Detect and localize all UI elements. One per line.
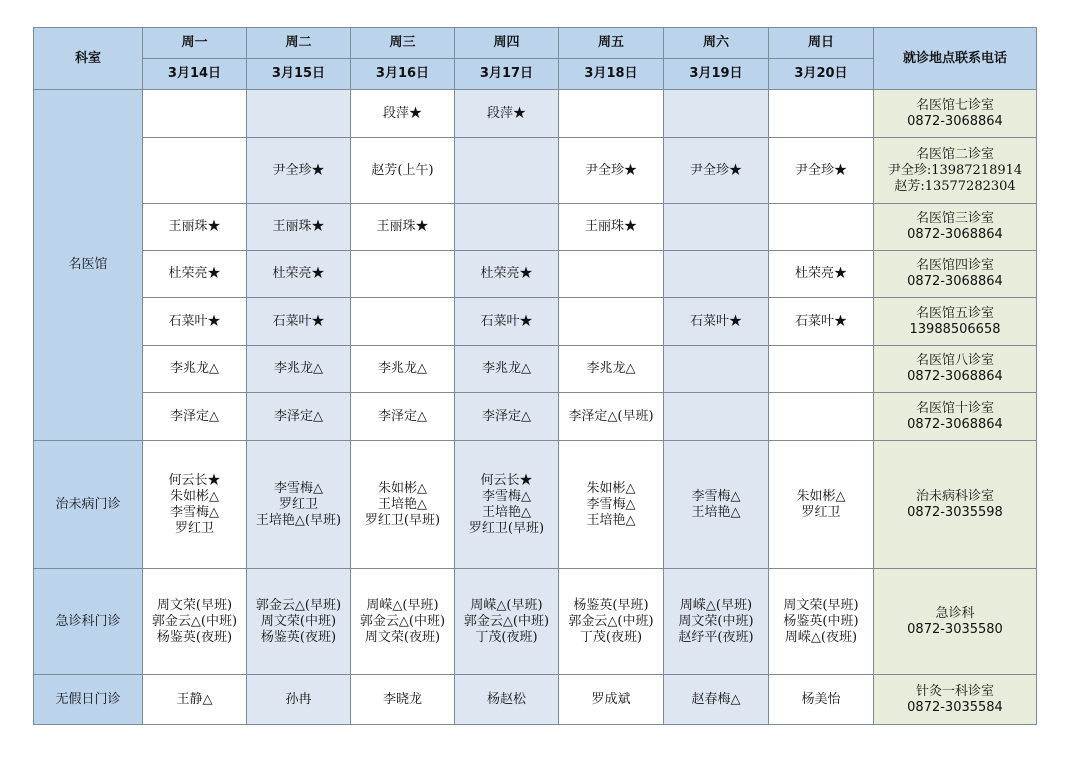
schedule-table xyxy=(33,27,1037,725)
dept-cell: 急诊科门诊 xyxy=(34,569,143,675)
doctor-cell xyxy=(247,675,351,725)
doctor-name: 罗红卫(早班) xyxy=(468,520,545,536)
doctor-cell xyxy=(351,441,455,569)
schedule-row xyxy=(34,251,1037,298)
location-cell xyxy=(874,569,1037,675)
phone-number: 0872-3068864 xyxy=(907,274,1003,289)
doctor-name: 李雪梅△ xyxy=(274,480,323,496)
schedule-row xyxy=(34,90,1037,138)
schedule-row xyxy=(34,675,1037,725)
doctor-cell xyxy=(455,298,559,346)
doctor-name: 杨赵松 xyxy=(486,691,526,707)
doctor-cell xyxy=(143,675,247,725)
dept-cell: 治未病门诊 xyxy=(34,441,143,569)
weekday-header: 周六 xyxy=(664,28,769,59)
doctor-name: 丁茂(夜班) xyxy=(475,629,538,645)
doctor-name: 王培艳△ xyxy=(586,512,636,528)
schedule-body xyxy=(34,90,1037,725)
doctor-name: 郭金云△(中班) xyxy=(151,613,238,629)
doctor-cell xyxy=(143,90,247,138)
doctor-cell xyxy=(247,204,351,251)
doctor-cell xyxy=(247,138,351,204)
doctor-cell xyxy=(455,675,559,725)
doctor-name: 李雪梅△ xyxy=(482,488,531,504)
doctor-name: 杨鉴英(夜班) xyxy=(260,629,337,645)
weekday-header: 周五 xyxy=(559,28,664,59)
doctor-name: 王静△ xyxy=(176,691,213,707)
doctor-cell xyxy=(351,90,455,138)
doctor-cell xyxy=(559,393,664,441)
room-name: 名医馆八诊室 xyxy=(915,353,994,368)
doctor-name: 周文荣(早班) xyxy=(156,597,233,613)
doctor-name: 李泽定△ xyxy=(482,408,531,424)
doctor-name: 郭金云△(中班) xyxy=(463,613,550,629)
date-header: 3月20日 xyxy=(769,59,874,90)
doctor-name: 尹全珍★ xyxy=(272,162,325,178)
doctor-name: 李泽定△(早班) xyxy=(568,408,654,424)
doctor-name: 杜荣亮★ xyxy=(272,266,325,281)
doctor-name: 王培艳△(早班) xyxy=(255,512,342,528)
doctor-cell xyxy=(351,251,455,298)
doctor-name: 何云长★ xyxy=(480,472,533,488)
dept-cell: 名医馆 xyxy=(34,90,143,441)
doctor-cell xyxy=(664,204,769,251)
doctor-name: 段萍★ xyxy=(382,105,422,121)
location-cell xyxy=(874,441,1037,569)
doctor-name: 石菜叶★ xyxy=(689,313,742,329)
location-cell xyxy=(874,675,1037,725)
doctor-name: 王丽珠★ xyxy=(584,219,637,234)
doctor-cell xyxy=(143,441,247,569)
doctor-cell xyxy=(455,346,559,393)
doctor-name: 杜荣亮★ xyxy=(168,266,221,281)
phone-number: 0872-3068864 xyxy=(907,113,1003,129)
doctor-name: 石菜叶★ xyxy=(272,313,325,329)
doctor-cell xyxy=(664,675,769,725)
doctor-name: 周文荣(中班) xyxy=(260,613,337,629)
date-header: 3月18日 xyxy=(559,59,664,90)
doctor-cell xyxy=(769,393,874,441)
room-name: 治未病科诊室 xyxy=(915,488,994,504)
doctor-name: 周嵘△(夜班) xyxy=(784,629,858,645)
doctor-cell xyxy=(664,251,769,298)
doctor-cell xyxy=(664,569,769,675)
location-cell xyxy=(874,251,1037,298)
doctor-name: 何云长★ xyxy=(168,472,221,488)
doctor-cell xyxy=(559,298,664,346)
doctor-name: 石菜叶★ xyxy=(794,313,847,329)
doctor-name: 杜荣亮★ xyxy=(480,266,533,281)
doctor-name: 李晓龙 xyxy=(382,691,422,707)
doctor-cell xyxy=(247,90,351,138)
doctor-name: 李兆龙△ xyxy=(170,361,219,376)
doctor-cell xyxy=(351,298,455,346)
doctor-name: 朱如彬△ xyxy=(170,488,219,504)
phone-number: 0872-3035598 xyxy=(907,504,1003,520)
doctor-name: 郭金云△(中班) xyxy=(568,613,654,629)
doctor-name: 王丽珠★ xyxy=(272,219,325,234)
doctor-cell xyxy=(769,204,874,251)
doctor-name: 石菜叶★ xyxy=(480,313,533,329)
doctor-name: 赵纾平(夜班) xyxy=(678,629,754,645)
schedule-row xyxy=(34,569,1037,675)
doctor-name: 周文荣(中班) xyxy=(678,613,754,629)
doctor-name: 周嵘△(早班) xyxy=(679,597,753,613)
dept-cell: 无假日门诊 xyxy=(34,675,143,725)
phone-number: 尹全珍:13987218914 xyxy=(887,162,1023,178)
doctor-cell xyxy=(664,138,769,204)
doctor-cell xyxy=(247,569,351,675)
doctor-cell xyxy=(559,346,664,393)
doctor-name: 周嵘△(早班) xyxy=(470,597,543,613)
doctor-cell xyxy=(143,138,247,204)
room-name: 名医馆四诊室 xyxy=(915,258,994,273)
doctor-cell xyxy=(769,138,874,204)
doctor-name: 罗红卫 xyxy=(801,504,841,520)
phone-number: 13988506658 xyxy=(909,321,1001,337)
doctor-cell xyxy=(559,251,664,298)
dept-header: 科室 xyxy=(34,28,143,90)
doctor-name: 孙冉 xyxy=(285,691,312,707)
doctor-name: 李泽定△ xyxy=(378,408,427,424)
doctor-name: 王培艳△ xyxy=(691,504,741,520)
doctor-name: 李兆龙△ xyxy=(274,361,323,376)
doctor-name: 李兆龙△ xyxy=(378,361,427,376)
room-name: 名医馆十诊室 xyxy=(915,400,994,416)
doctor-cell xyxy=(351,346,455,393)
doctor-name: 杜荣亮★ xyxy=(794,266,847,281)
doctor-name: 朱如彬△ xyxy=(796,488,846,504)
doctor-name: 李雪梅△ xyxy=(170,504,219,520)
doctor-cell xyxy=(143,298,247,346)
doctor-name: 李雪梅△ xyxy=(691,488,741,504)
doctor-name: 赵春梅△ xyxy=(691,691,741,707)
doctor-cell xyxy=(664,441,769,569)
doctor-cell xyxy=(247,441,351,569)
room-name: 针灸一科诊室 xyxy=(915,683,994,699)
doctor-cell xyxy=(559,138,664,204)
doctor-name: 周文荣(早班) xyxy=(783,597,859,613)
phone-number: 赵芳:13577282304 xyxy=(894,178,1016,194)
doctor-name: 赵芳(上午) xyxy=(371,162,434,178)
doctor-name: 罗红卫 xyxy=(278,496,318,512)
doctor-cell xyxy=(351,393,455,441)
doctor-cell xyxy=(769,346,874,393)
doctor-cell xyxy=(559,675,664,725)
date-header: 3月15日 xyxy=(247,59,351,90)
doctor-name: 尹全珍★ xyxy=(794,162,847,178)
doctor-cell xyxy=(455,393,559,441)
weekday-header: 周日 xyxy=(769,28,874,59)
doctor-name: 郭金云△(中班) xyxy=(359,613,446,629)
doctor-name: 周嵘△(早班) xyxy=(366,597,439,613)
doctor-cell xyxy=(559,569,664,675)
doctor-cell xyxy=(559,90,664,138)
doctor-name: 朱如彬△ xyxy=(586,480,636,496)
doctor-cell xyxy=(769,251,874,298)
doctor-cell xyxy=(143,393,247,441)
phone-number: 0872-3068864 xyxy=(907,416,1003,432)
doctor-cell xyxy=(664,298,769,346)
doctor-name: 丁茂(夜班) xyxy=(579,629,643,645)
doctor-cell xyxy=(769,569,874,675)
doctor-cell xyxy=(664,346,769,393)
doctor-cell xyxy=(769,90,874,138)
doctor-cell xyxy=(664,393,769,441)
doctor-cell xyxy=(559,441,664,569)
room-name: 急诊科 xyxy=(935,605,975,621)
location-cell xyxy=(874,298,1037,346)
doctor-name: 杨鉴英(夜班) xyxy=(156,629,233,645)
weekday-header: 周四 xyxy=(455,28,559,59)
doctor-name: 李泽定△ xyxy=(170,408,219,424)
doctor-cell xyxy=(455,204,559,251)
doctor-cell xyxy=(455,441,559,569)
location-cell xyxy=(874,393,1037,441)
doctor-cell xyxy=(664,90,769,138)
weekday-header: 周二 xyxy=(247,28,351,59)
doctor-name: 李泽定△ xyxy=(274,408,323,424)
location-header: 就诊地点联系电话 xyxy=(874,28,1037,90)
doctor-name: 段萍★ xyxy=(486,105,526,121)
schedule-row xyxy=(34,346,1037,393)
schedule-row xyxy=(34,441,1037,569)
doctor-cell xyxy=(247,251,351,298)
doctor-cell xyxy=(455,138,559,204)
doctor-cell xyxy=(143,251,247,298)
doctor-name: 杨美怡 xyxy=(801,691,841,707)
doctor-name: 王培艳△ xyxy=(378,496,427,512)
doctor-name: 王丽珠★ xyxy=(168,219,221,234)
doctor-name: 杨鉴英(早班) xyxy=(573,597,649,613)
doctor-cell xyxy=(455,90,559,138)
date-header: 3月19日 xyxy=(664,59,769,90)
room-name: 名医馆五诊室 xyxy=(915,305,994,321)
doctor-name: 李兆龙△ xyxy=(482,361,531,376)
doctor-name: 王培艳△ xyxy=(482,504,531,520)
room-name: 名医馆三诊室 xyxy=(915,211,994,226)
doctor-cell xyxy=(351,204,455,251)
schedule-row xyxy=(34,138,1037,204)
doctor-cell xyxy=(769,441,874,569)
doctor-cell xyxy=(143,346,247,393)
weekday-header: 周一 xyxy=(143,28,247,59)
doctor-name: 朱如彬△ xyxy=(378,480,427,496)
doctor-cell xyxy=(351,138,455,204)
doctor-cell xyxy=(247,346,351,393)
doctor-cell xyxy=(351,675,455,725)
room-name: 名医馆七诊室 xyxy=(915,97,994,113)
doctor-cell xyxy=(351,569,455,675)
doctor-name: 李雪梅△ xyxy=(586,496,636,512)
phone-number: 0872-3068864 xyxy=(907,227,1003,242)
doctor-name: 罗成斌 xyxy=(591,691,631,707)
doctor-name: 杨鉴英(中班) xyxy=(783,613,859,629)
location-cell xyxy=(874,138,1037,204)
location-cell xyxy=(874,90,1037,138)
phone-number: 0872-3035584 xyxy=(907,699,1003,715)
location-cell xyxy=(874,346,1037,393)
room-name: 名医馆二诊室 xyxy=(915,146,994,162)
doctor-cell xyxy=(769,675,874,725)
doctor-name: 罗红卫(早班) xyxy=(364,512,441,528)
phone-number: 0872-3035580 xyxy=(907,621,1003,637)
doctor-name: 周文荣(夜班) xyxy=(364,629,441,645)
doctor-cell xyxy=(143,569,247,675)
doctor-cell xyxy=(455,569,559,675)
date-header: 3月14日 xyxy=(143,59,247,90)
schedule-row xyxy=(34,393,1037,441)
doctor-name: 郭金云△(早班) xyxy=(255,597,342,613)
doctor-name: 王丽珠★ xyxy=(376,219,429,234)
doctor-cell xyxy=(455,251,559,298)
doctor-cell xyxy=(143,204,247,251)
weekday-header: 周三 xyxy=(351,28,455,59)
schedule-row xyxy=(34,298,1037,346)
date-header: 3月17日 xyxy=(455,59,559,90)
schedule-row xyxy=(34,204,1037,251)
doctor-cell xyxy=(247,393,351,441)
doctor-name: 石菜叶★ xyxy=(168,313,221,329)
doctor-name: 罗红卫 xyxy=(174,520,214,536)
header-row-weekdays xyxy=(34,28,1037,59)
location-cell xyxy=(874,204,1037,251)
doctor-cell xyxy=(559,204,664,251)
doctor-name: 尹全珍★ xyxy=(584,162,637,178)
date-header: 3月16日 xyxy=(351,59,455,90)
doctor-cell xyxy=(247,298,351,346)
doctor-name: 李兆龙△ xyxy=(586,361,636,376)
doctor-name: 尹全珍★ xyxy=(689,162,742,178)
phone-number: 0872-3068864 xyxy=(907,369,1003,384)
doctor-cell xyxy=(769,298,874,346)
